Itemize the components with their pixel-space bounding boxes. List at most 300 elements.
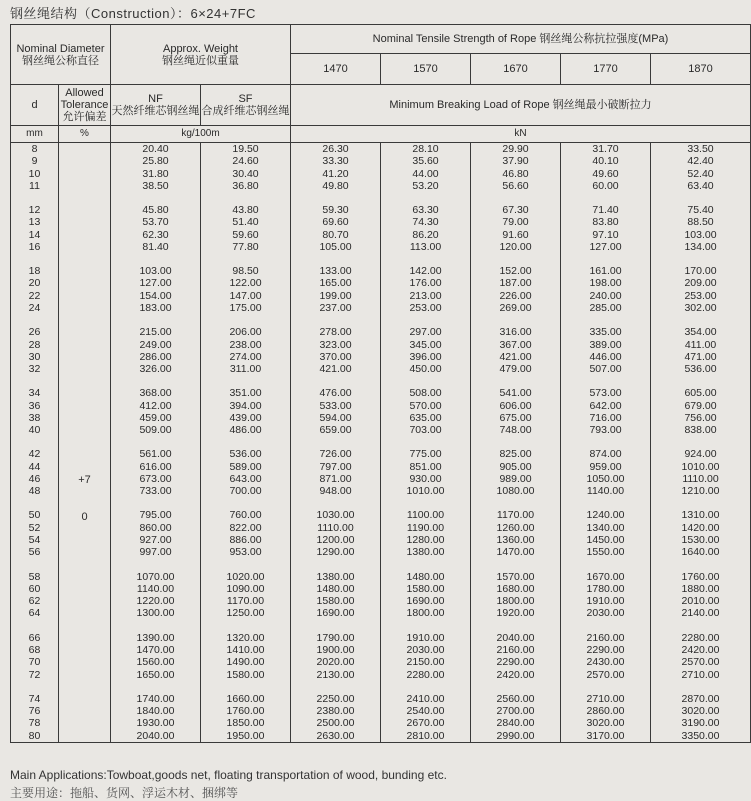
diameter-value: 56 xyxy=(28,546,41,559)
table-cell: 748.00 xyxy=(499,424,532,437)
table-cell: 1780.00 xyxy=(586,582,625,595)
table-cell: 412.00 xyxy=(139,399,172,412)
table-cell: 1740.00 xyxy=(136,692,175,705)
approx-weight-header: Approx. Weight 钢丝绳近似重量 xyxy=(111,25,291,85)
table-cell: 536.00 xyxy=(684,363,717,376)
table-cell: 924.00 xyxy=(684,448,717,461)
table-cell: 1420.00 xyxy=(681,521,720,534)
table-cell: 1080.00 xyxy=(496,485,535,498)
table-cell: 77.80 xyxy=(232,240,259,253)
table-cell: 1340.00 xyxy=(586,521,625,534)
table-cell: 642.00 xyxy=(589,399,622,412)
table-cell: 53.70 xyxy=(142,216,169,229)
table-cell: 760.00 xyxy=(229,509,262,522)
table-cell: 1050.00 xyxy=(586,472,625,485)
table-cell: 59.30 xyxy=(322,204,349,217)
table-cell: 88.50 xyxy=(687,216,714,229)
table-cell: 41.20 xyxy=(322,167,349,180)
table-cell: 439.00 xyxy=(229,411,262,424)
table-cell: 1250.00 xyxy=(226,607,265,620)
main-applications: Main Applications:Towboat,goods net, floating transportation of wood, bunding etc. xyxy=(10,768,447,782)
table-cell: 31.70 xyxy=(592,143,619,155)
table-cell: 52.40 xyxy=(687,167,714,180)
table-cell: 311.00 xyxy=(229,363,262,376)
table-cell: 1100.00 xyxy=(406,509,445,522)
table-cell: 2040.00 xyxy=(136,729,175,742)
rope-spec-table xyxy=(10,24,751,743)
table-cell: 1020.00 xyxy=(226,570,265,583)
table-cell: 1560.00 xyxy=(136,656,175,669)
table-cell: 533.00 xyxy=(319,399,352,412)
table-cell: 74.30 xyxy=(412,216,439,229)
table-cell: 38.50 xyxy=(142,179,169,192)
col-nf xyxy=(111,143,201,743)
table-cell: 183.00 xyxy=(139,302,172,315)
diameter-value: 58 xyxy=(28,570,41,583)
table-cell: 446.00 xyxy=(589,350,622,363)
table-cell: 1320.00 xyxy=(226,631,265,644)
table-cell: 700.00 xyxy=(229,485,262,498)
table-cell: 2570.00 xyxy=(586,668,625,681)
table-cell: 105.00 xyxy=(319,240,352,253)
table-cell: 1380.00 xyxy=(316,570,355,583)
table-cell: 1480.00 xyxy=(316,582,355,595)
table-cell: 1840.00 xyxy=(136,705,175,717)
table-cell: 1390.00 xyxy=(136,631,175,644)
table-cell: 509.00 xyxy=(139,424,172,437)
diameter-value: 38 xyxy=(28,411,41,424)
grade-1670: 1670 xyxy=(471,54,561,85)
table-cell: 59.60 xyxy=(232,228,259,241)
table-cell: 20.40 xyxy=(142,143,169,155)
tolerance-header: Allowed Tolerance 允许偏差 xyxy=(59,85,111,126)
table-cell: 605.00 xyxy=(684,387,717,400)
table-cell: 1660.00 xyxy=(226,692,265,705)
diameter-value: 13 xyxy=(28,216,41,229)
diameter-value: 10 xyxy=(28,167,41,180)
table-cell: 2040.00 xyxy=(496,631,535,644)
table-cell: 122.00 xyxy=(229,277,262,290)
table-cell: 2030.00 xyxy=(406,643,445,656)
table-cell: 673.00 xyxy=(139,472,172,485)
diameter-value: 32 xyxy=(28,363,41,376)
table-cell: 871.00 xyxy=(319,472,352,485)
table-cell: 31.80 xyxy=(142,167,169,180)
table-cell: 213.00 xyxy=(409,289,442,302)
table-cell: 249.00 xyxy=(139,338,172,351)
table-cell: 269.00 xyxy=(499,302,532,315)
diameter-value: 40 xyxy=(28,424,41,437)
table-cell: 2290.00 xyxy=(496,656,535,669)
table-cell: 368.00 xyxy=(139,387,172,400)
table-cell: 91.60 xyxy=(502,228,529,241)
table-cell: 40.10 xyxy=(592,155,619,168)
table-cell: 2710.00 xyxy=(586,692,625,705)
table-cell: 606.00 xyxy=(499,399,532,412)
table-cell: 354.00 xyxy=(684,326,717,339)
table-cell: 120.00 xyxy=(499,240,532,253)
table-cell: 1450.00 xyxy=(586,534,625,547)
table-cell: 1480.00 xyxy=(406,570,445,583)
table-cell: 1280.00 xyxy=(406,534,445,547)
diameter-value: 26 xyxy=(28,326,41,339)
table-cell: 278.00 xyxy=(319,326,352,339)
diameter-value: 52 xyxy=(28,521,41,534)
table-cell: 3170.00 xyxy=(586,729,625,742)
table-cell: 44.00 xyxy=(412,167,439,180)
diameter-value: 8 xyxy=(31,143,38,155)
table-cell: 351.00 xyxy=(229,387,262,400)
diameter-value: 28 xyxy=(28,338,41,351)
table-cell: 2160.00 xyxy=(496,643,535,656)
table-cell: 1670.00 xyxy=(586,570,625,583)
table-cell: 33.30 xyxy=(322,155,349,168)
diameter-value: 9 xyxy=(31,155,38,168)
table-cell: 1170.00 xyxy=(226,595,265,608)
table-cell: 69.60 xyxy=(322,216,349,229)
table-cell: 1570.00 xyxy=(496,570,535,583)
table-cell: 286.00 xyxy=(139,350,172,363)
table-cell: 1760.00 xyxy=(226,705,265,717)
table-cell: 1300.00 xyxy=(136,607,175,620)
table-cell: 24.60 xyxy=(232,155,259,168)
table-cell: 3190.00 xyxy=(681,717,720,730)
nf-header: NF 天然纤维芯钢丝绳 xyxy=(111,85,201,126)
diameter-value: 70 xyxy=(28,656,41,669)
col-sf xyxy=(201,143,291,743)
table-cell: 1910.00 xyxy=(406,631,445,644)
table-cell: 97.10 xyxy=(592,228,619,241)
unit-kg: kg/100m xyxy=(111,126,291,143)
table-cell: 851.00 xyxy=(409,460,442,473)
table-cell: 3020.00 xyxy=(586,717,625,730)
table-cell: 323.00 xyxy=(319,338,352,351)
table-cell: 1920.00 xyxy=(496,607,535,620)
table-cell: 56.60 xyxy=(502,179,529,192)
table-cell: 35.60 xyxy=(412,155,439,168)
table-cell: 367.00 xyxy=(499,338,532,351)
table-cell: 589.00 xyxy=(229,460,262,473)
table-cell: 3020.00 xyxy=(681,705,720,717)
table-cell: 326.00 xyxy=(139,363,172,376)
table-cell: 1640.00 xyxy=(681,546,720,559)
table-cell: 370.00 xyxy=(319,350,352,363)
table-cell: 302.00 xyxy=(684,302,717,315)
table-cell: 930.00 xyxy=(409,472,442,485)
unit-kn: kN xyxy=(291,126,751,143)
table-cell: 26.30 xyxy=(322,143,349,155)
tolerance-minus: 0 xyxy=(81,511,88,523)
tolerance-plus: +7 xyxy=(78,474,91,486)
table-cell: 874.00 xyxy=(589,448,622,461)
table-cell: 886.00 xyxy=(229,534,262,547)
diameter-value: 14 xyxy=(28,228,41,241)
table-cell: 206.00 xyxy=(229,326,262,339)
table-cell: 838.00 xyxy=(684,424,717,437)
table-cell: 1650.00 xyxy=(136,668,175,681)
table-cell: 389.00 xyxy=(589,338,622,351)
diameter-value: 48 xyxy=(28,485,41,498)
table-cell: 147.00 xyxy=(229,289,262,302)
table-cell: 2500.00 xyxy=(316,717,355,730)
table-cell: 215.00 xyxy=(139,326,172,339)
diameter-value: 74 xyxy=(28,692,41,705)
table-cell: 394.00 xyxy=(229,399,262,412)
table-cell: 165.00 xyxy=(319,277,352,290)
table-cell: 775.00 xyxy=(409,448,442,461)
table-cell: 471.00 xyxy=(684,350,717,363)
table-cell: 43.80 xyxy=(232,204,259,217)
table-cell: 927.00 xyxy=(139,534,172,547)
table-cell: 335.00 xyxy=(589,326,622,339)
table-cell: 2290.00 xyxy=(586,643,625,656)
table-cell: 45.80 xyxy=(142,204,169,217)
table-cell: 2380.00 xyxy=(316,705,355,717)
table-cell: 154.00 xyxy=(139,289,172,302)
table-cell: 2280.00 xyxy=(681,631,720,644)
table-cell: 199.00 xyxy=(319,289,352,302)
table-cell: 1030.00 xyxy=(316,509,355,522)
col-1470 xyxy=(291,143,381,743)
table-cell: 953.00 xyxy=(229,546,262,559)
table-cell: 2150.00 xyxy=(406,656,445,669)
diameter-value: 76 xyxy=(28,705,41,717)
table-cell: 2860.00 xyxy=(586,705,625,717)
table-cell: 175.00 xyxy=(229,302,262,315)
table-cell: 1580.00 xyxy=(316,595,355,608)
table-cell: 36.80 xyxy=(232,179,259,192)
table-cell: 253.00 xyxy=(409,302,442,315)
d-header: d xyxy=(11,85,59,126)
diameter-value: 34 xyxy=(28,387,41,400)
table-cell: 1140.00 xyxy=(586,485,625,498)
table-cell: 63.30 xyxy=(412,204,439,217)
table-cell: 133.00 xyxy=(319,265,352,278)
diameter-value: 30 xyxy=(28,350,41,363)
col-1770 xyxy=(561,143,651,743)
table-cell: 127.00 xyxy=(589,240,622,253)
table-cell: 198.00 xyxy=(589,277,622,290)
diameter-value: 54 xyxy=(28,534,41,547)
table-cell: 71.40 xyxy=(592,204,619,217)
table-cell: 345.00 xyxy=(409,338,442,351)
table-cell: 51.40 xyxy=(232,216,259,229)
table-cell: 2430.00 xyxy=(586,656,625,669)
table-cell: 1010.00 xyxy=(406,485,445,498)
table-cell: 240.00 xyxy=(589,289,622,302)
min-breaking-header: Minimum Breaking Load of Rope 钢丝绳最小破断拉力 xyxy=(291,85,751,126)
table-cell: 1530.00 xyxy=(681,534,720,547)
table-cell: 679.00 xyxy=(684,399,717,412)
table-cell: 1930.00 xyxy=(136,717,175,730)
table-cell: 1110.00 xyxy=(317,521,354,534)
table-cell: 2130.00 xyxy=(316,668,355,681)
table-cell: 756.00 xyxy=(684,411,717,424)
table-cell: 49.80 xyxy=(322,179,349,192)
grade-1870: 1870 xyxy=(651,54,751,85)
table-cell: 726.00 xyxy=(319,448,352,461)
diameter-value: 68 xyxy=(28,643,41,656)
diameter-value: 72 xyxy=(28,668,41,681)
diameter-value: 24 xyxy=(28,302,41,315)
table-cell: 1070.00 xyxy=(136,570,175,583)
table-cell: 2030.00 xyxy=(586,607,625,620)
table-cell: 3350.00 xyxy=(681,729,720,742)
table-cell: 459.00 xyxy=(139,411,172,424)
table-cell: 2710.00 xyxy=(681,668,720,681)
table-cell: 1410.00 xyxy=(226,643,265,656)
diameter-value: 78 xyxy=(28,717,41,730)
table-cell: 825.00 xyxy=(499,448,532,461)
table-cell: 997.00 xyxy=(139,546,172,559)
main-applications-cn: 主要用途：拖船、货网、浮运木材、捆绑等 xyxy=(10,786,239,800)
table-cell: 134.00 xyxy=(684,240,717,253)
tensile-strength-header: Nominal Tensile Strength of Rope 钢丝绳公称抗拉强度(MPa) xyxy=(291,25,751,54)
table-cell: 1690.00 xyxy=(406,595,445,608)
col-diameter xyxy=(11,143,59,743)
table-cell: 152.00 xyxy=(499,265,532,278)
table-cell: 274.00 xyxy=(229,350,262,363)
table-cell: 1580.00 xyxy=(226,668,265,681)
unit-mm: mm xyxy=(11,126,59,143)
table-cell: 75.40 xyxy=(687,204,714,217)
table-cell: 411.00 xyxy=(684,338,717,351)
table-cell: 187.00 xyxy=(499,277,532,290)
table-cell: 103.00 xyxy=(684,228,717,241)
table-cell: 67.30 xyxy=(502,204,529,217)
table-cell: 238.00 xyxy=(229,338,262,351)
table-cell: 1790.00 xyxy=(316,631,355,644)
table-cell: 659.00 xyxy=(319,424,352,437)
table-cell: 2630.00 xyxy=(316,729,355,742)
table-cell: 1490.00 xyxy=(226,656,265,669)
diameter-value: 80 xyxy=(28,729,41,742)
diameter-value: 11 xyxy=(29,179,40,192)
table-cell: 1240.00 xyxy=(586,509,625,522)
table-cell: 2140.00 xyxy=(681,607,720,620)
table-cell: 476.00 xyxy=(319,387,352,400)
table-cell: 2670.00 xyxy=(406,717,445,730)
table-cell: 1010.00 xyxy=(681,460,720,473)
diameter-value: 44 xyxy=(28,460,41,473)
table-cell: 1800.00 xyxy=(406,607,445,620)
table-cell: 989.00 xyxy=(499,472,532,485)
table-cell: 1380.00 xyxy=(406,546,445,559)
table-cell: 37.90 xyxy=(502,155,529,168)
diameter-value: 66 xyxy=(28,631,41,644)
diameter-value: 62 xyxy=(28,595,41,608)
col-1570 xyxy=(381,143,471,743)
grade-1570: 1570 xyxy=(381,54,471,85)
diameter-value: 20 xyxy=(28,277,41,290)
table-cell: 1210.00 xyxy=(681,485,720,498)
table-cell: 285.00 xyxy=(589,302,622,315)
table-cell: 561.00 xyxy=(139,448,172,461)
table-cell: 2870.00 xyxy=(681,692,720,705)
table-cell: 1140.00 xyxy=(136,582,175,595)
table-cell: 33.50 xyxy=(687,143,714,155)
table-cell: 421.00 xyxy=(319,363,352,376)
table-cell: 86.20 xyxy=(412,228,439,241)
table-cell: 2280.00 xyxy=(406,668,445,681)
table-cell: 573.00 xyxy=(589,387,622,400)
grade-1470: 1470 xyxy=(291,54,381,85)
table-cell: 616.00 xyxy=(139,460,172,473)
table-cell: 1260.00 xyxy=(496,521,535,534)
table-cell: 450.00 xyxy=(409,363,442,376)
table-cell: 1880.00 xyxy=(681,582,720,595)
table-cell: 716.00 xyxy=(589,411,622,424)
col-tolerance xyxy=(59,143,111,743)
construction-caption: 钢丝绳结构（Construction）：6×24+7FC xyxy=(10,6,256,21)
table-cell: 1470.00 xyxy=(136,643,175,656)
table-cell: 63.40 xyxy=(687,179,714,192)
table-cell: 2020.00 xyxy=(316,656,355,669)
table-cell: 2420.00 xyxy=(681,643,720,656)
table-cell: 795.00 xyxy=(139,509,172,522)
table-cell: 2010.00 xyxy=(681,595,720,608)
table-cell: 98.50 xyxy=(232,265,259,278)
table-cell: 79.00 xyxy=(502,216,529,229)
table-cell: 46.80 xyxy=(502,167,529,180)
table-cell: 2560.00 xyxy=(496,692,535,705)
grade-1770: 1770 xyxy=(561,54,651,85)
col-1670 xyxy=(471,143,561,743)
table-cell: 508.00 xyxy=(409,387,442,400)
diameter-value: 64 xyxy=(28,607,41,620)
table-cell: 30.40 xyxy=(232,167,259,180)
table-cell: 29.90 xyxy=(502,143,529,155)
table-cell: 28.10 xyxy=(412,143,439,155)
table-cell: 113.00 xyxy=(409,240,442,253)
table-cell: 80.70 xyxy=(322,228,349,241)
table-cell: 2810.00 xyxy=(406,729,445,742)
table-cell: 62.30 xyxy=(142,228,169,241)
table-cell: 237.00 xyxy=(319,302,352,315)
table-cell: 1580.00 xyxy=(406,582,445,595)
table-cell: 316.00 xyxy=(499,326,532,339)
table-cell: 733.00 xyxy=(139,485,172,498)
table-cell: 81.40 xyxy=(142,240,169,253)
table-cell: 541.00 xyxy=(499,387,532,400)
table-cell: 486.00 xyxy=(229,424,262,437)
table-cell: 2420.00 xyxy=(496,668,535,681)
table-cell: 1220.00 xyxy=(136,595,175,608)
table-cell: 83.80 xyxy=(592,216,619,229)
table-cell: 19.50 xyxy=(232,143,259,155)
table-cell: 2570.00 xyxy=(681,656,720,669)
table-cell: 421.00 xyxy=(499,350,532,363)
table-cell: 1690.00 xyxy=(316,607,355,620)
table-cell: 53.20 xyxy=(412,179,439,192)
table-cell: 1550.00 xyxy=(586,546,625,559)
table-cell: 1760.00 xyxy=(681,570,720,583)
diameter-value: 50 xyxy=(28,509,41,522)
table-cell: 822.00 xyxy=(229,521,262,534)
table-cell: 1190.00 xyxy=(406,521,445,534)
table-cell: 2160.00 xyxy=(586,631,625,644)
table-cell: 948.00 xyxy=(319,485,352,498)
diameter-value: 42 xyxy=(28,448,41,461)
table-cell: 49.60 xyxy=(592,167,619,180)
table-cell: 643.00 xyxy=(229,472,262,485)
table-cell: 1090.00 xyxy=(226,582,265,595)
table-cell: 1200.00 xyxy=(316,534,355,547)
table-cell: 860.00 xyxy=(139,521,172,534)
table-cell: 1290.00 xyxy=(316,546,355,559)
table-cell: 536.00 xyxy=(229,448,262,461)
table-cell: 1800.00 xyxy=(496,595,535,608)
